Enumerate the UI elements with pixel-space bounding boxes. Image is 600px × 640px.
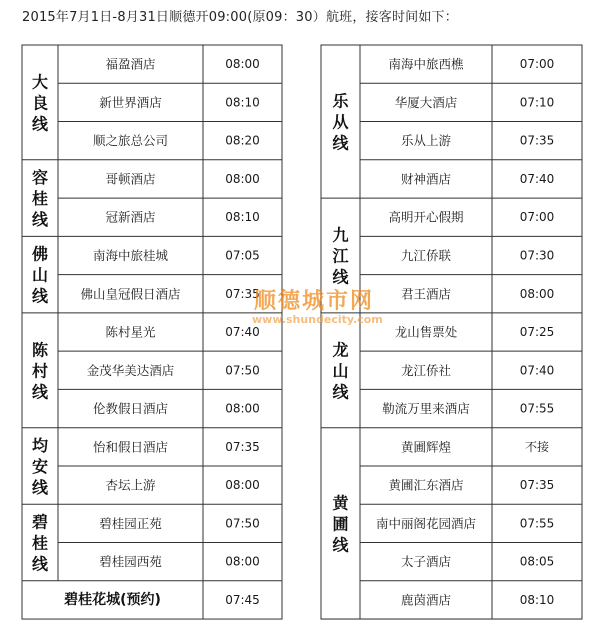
right-stop-time: 08:00 — [519, 286, 555, 301]
left-stop-time: 08:10 — [225, 95, 260, 110]
right-stop-name: 黄圃汇东酒店 — [388, 477, 464, 493]
right-stop-name: 乐从上游 — [400, 133, 452, 149]
right-stop-time: 07:00 — [519, 210, 555, 225]
right-route-label: 乐从线 — [332, 91, 349, 153]
right-stop-time: 不接 — [524, 439, 550, 454]
right-stop-time: 07:35 — [519, 478, 555, 493]
left-stop-time: 08:00 — [225, 554, 260, 569]
watermark-url: www.shundecity.com — [252, 313, 383, 326]
left-stop-name: 杏坛上游 — [105, 477, 156, 493]
right-stop-time: 07:40 — [519, 363, 555, 378]
left-stop-name: 福盈酒店 — [105, 56, 156, 72]
right-stop-time: 07:10 — [519, 95, 555, 110]
right-stop-name: 君王酒店 — [400, 286, 452, 302]
left-route-label: 佛山线 — [31, 244, 49, 306]
watermark-name: 顺德城市网 — [254, 289, 375, 314]
left-stop-time: 07:05 — [225, 248, 260, 263]
right-stop-name: 财神酒店 — [400, 171, 452, 187]
left-stop-name: 怡和假日酒店 — [92, 439, 169, 455]
right-stop-name: 南中丽阁花园酒店 — [375, 515, 477, 531]
right-route-label: 龙山线 — [332, 340, 349, 402]
left-stop-name: 顺之旅总公司 — [92, 133, 169, 149]
left-stop-name: 碧桂园西苑 — [99, 554, 162, 570]
left-route-label: 大良线 — [31, 72, 49, 134]
left-stop-time: 08:20 — [225, 133, 260, 148]
right-route-label: 黄圃线 — [332, 493, 349, 555]
right-stop-name: 九江侨联 — [400, 247, 452, 263]
right-stop-name: 太子酒店 — [400, 554, 452, 570]
left-route-label: 容桂线 — [31, 168, 49, 230]
right-stop-name: 高明开心假期 — [388, 209, 464, 225]
left-stop-name: 陈村星光 — [105, 324, 156, 340]
left-stop-name: 哥顿酒店 — [105, 171, 156, 187]
right-stop-time: 08:05 — [519, 554, 555, 569]
left-stop-name: 新世界酒店 — [99, 94, 162, 110]
left-stop-time: 07:35 — [225, 439, 260, 454]
left-stop-time: 08:00 — [225, 171, 260, 186]
left-stop-name: 南海中旅桂城 — [92, 247, 169, 263]
left-stop-time: 08:10 — [225, 210, 260, 225]
right-stop-time: 07:55 — [519, 516, 555, 531]
right-stop-time: 08:10 — [519, 592, 555, 607]
left-stop-name: 伦教假日酒店 — [92, 401, 169, 417]
left-stop-name: 冠新酒店 — [105, 209, 156, 225]
left-stop-time: 07:50 — [225, 516, 260, 531]
left-route-label: 陈村线 — [31, 340, 49, 402]
left-stop-time: 08:00 — [225, 57, 260, 72]
left-stop-time: 07:35 — [225, 286, 260, 301]
right-stop-name: 南海中旅西樵 — [388, 56, 464, 72]
right-stop-name: 鹿茵酒店 — [400, 592, 452, 608]
right-stop-name: 黄圃辉煌 — [400, 439, 452, 455]
left-stop-name: 碧桂园正苑 — [99, 515, 162, 531]
right-stop-name: 勒流万里来酒店 — [382, 401, 470, 417]
left-stop-name: 金茂华美达酒店 — [86, 362, 175, 378]
left-stop-time: 08:00 — [225, 401, 260, 416]
left-special-time: 07:45 — [225, 592, 260, 607]
right-stop-name: 龙江侨社 — [400, 362, 452, 378]
left-special-label: 碧桂花城(预约) — [64, 591, 161, 608]
right-stop-name: 龙山售票处 — [394, 324, 458, 340]
right-stop-time: 07:00 — [519, 57, 555, 72]
left-stop-time: 07:40 — [225, 325, 260, 340]
right-stop-time: 07:55 — [519, 401, 555, 416]
schedule-title: 2015年7月1日-8月31日顺德开09:00(原09：30）航班，接客时间如下： — [22, 10, 458, 25]
left-route-label: 碧桂线 — [31, 512, 49, 574]
right-stop-name: 华厦大酒店 — [394, 94, 458, 110]
right-stop-time: 07:30 — [519, 248, 555, 263]
left-stop-time: 08:00 — [225, 478, 260, 493]
left-stop-time: 07:50 — [225, 363, 260, 378]
right-stop-time: 07:25 — [519, 325, 555, 340]
right-stop-time: 07:40 — [519, 171, 555, 186]
right-route-label: 九江线 — [332, 225, 349, 287]
left-stop-name: 佛山皇冠假日酒店 — [80, 286, 181, 302]
left-route-label: 均安线 — [31, 435, 49, 497]
right-stop-time: 07:35 — [519, 133, 555, 148]
